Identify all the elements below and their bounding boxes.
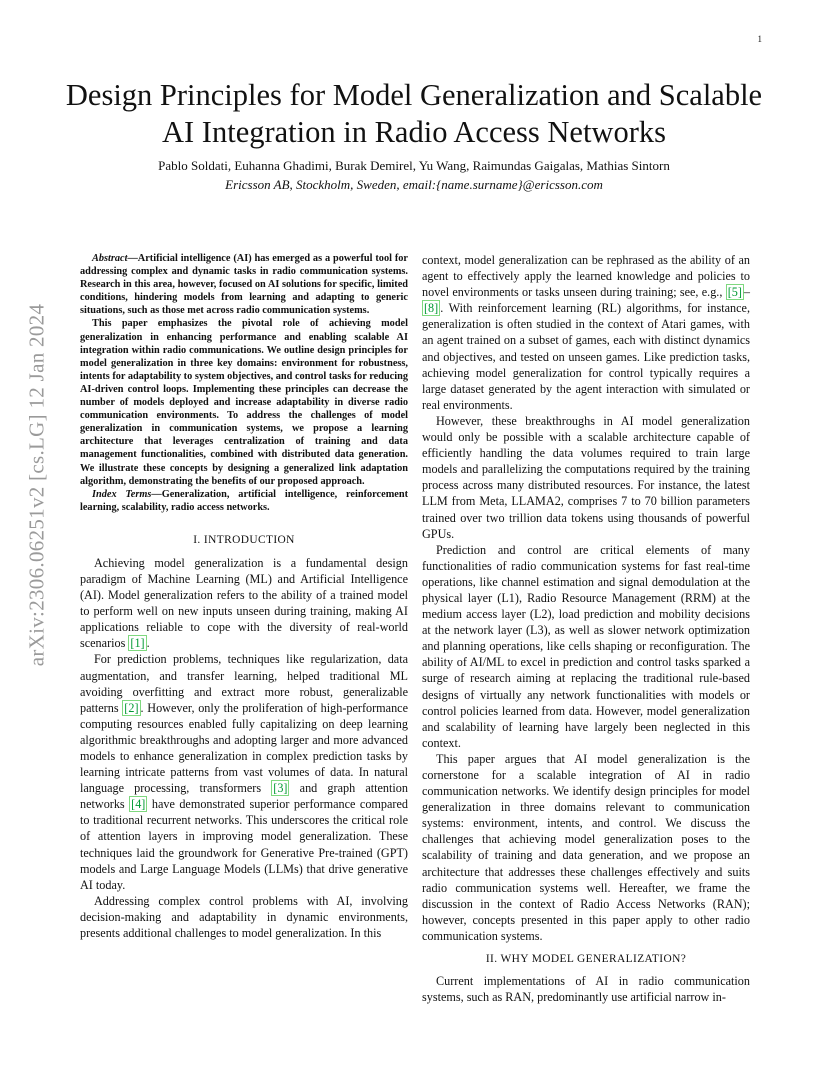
page-number: 1 [757,34,762,44]
right-paragraph-4: This paper argues that AI model generalization is the cornerstone for a scalable integration of AI in radio communication networks. We identify design principles for model generalization in three domains relevant to communication systems: environment, intents, and control. We discuss the challenges that achieving model generalization poses to the scalability of training and data generation, and we propose an architecture that addresses these challenges effectively and suits radio communication systems well. Hereafter, we frame the discussion in the context of Radio Access Networks (RAN); however, concepts presented in this paper apply to other radio communication systems. [422,751,750,943]
right-paragraph-1: context, model generalization can be rephrased as the ability of an agent to effectively apply the learned knowledge and policies to novel environments or tasks unseen during training; see, e.g., [5] –[8] . With reinforcement learning (RL) algorithms, for instance, generalization is often studied in the context of Atari games, with an agent trained on a subset of games, each with distinct dynamics and objectives, and tested on unseen games. Like prediction tasks, achieving model generalization for control typically requires a large dataset generated by the agent interaction with simulated or real environments. [422,253,750,412]
right-paragraph-3: Prediction and control are critical elements of many functionalities of radio communication systems for fast real-time operations, like channel estimation and signal demodulation at the physical layer (L1), Radio Resource Management (RRM) at the medium access layer (L2), load prediction and mobility decisions at the network layer (L3), as well as slower network optimization and planning operations, like cells shaping or reconfiguration. The ability of AI/ML to excel in prediction and control tasks sparked a surge of research aiming at replacing the traditional rule-based designs of virtually any network functionalities with models or control policies learned from data. However, model generalization and scalability of learning have largely been neglected in this context. [422,542,750,750]
abstract-paragraph-1: Abstract—Artificial intelligence (AI) has emerged as a powerful tool for addressing complex and dynamic tasks in radio communication systems. Research in this area, however, focused on AI solutions for specific, limited conditions, hindering models from learning and adapting to generic situations, such as those met across radio communication systems. [80,253,408,317]
author-list: Pablo Soldati, Euhanna Ghadimi, Burak Demirel, Yu Wang, Raimundas Gaigalas, Mathias Sintorn [158,158,670,173]
section-heading-introduction: I. INTRODUCTION [193,533,295,546]
paper-title: Design Principles for Model Generalization and Scalable AI Integration in Radio Access Networks [65,78,763,149]
citation-link[interactable]: [2] [124,700,139,715]
abstract-paragraph-2: This paper emphasizes the pivotal role of achieving model generalization in enhancing performance and enabling scalable AI integration within radio communications. We outline design principles for model generalization in three key domains: environment for robustness, intents for adaptability to system objectives, and control tasks for reducing AI-driven control loops. Implementing these principles can decrease the number of models deployed and increase adaptability in diverse radio communication environments. To address the challenges of model generalization in communication systems, we propose a learning architecture that leverages centralization of training and data management functionalities, combined with distributed data generation. We illustrate these concepts by designing a generalized link adaptation algorithm, demonstrating the benefits of our proposed approach. [80,318,408,487]
intro-paragraph-2: For prediction problems, techniques like regularization, data augmentation, and transfer learning, helped traditional ML avoiding overfitting and extract more robust, generalizable patterns [2] . However, only the proliferation of high-performance computing resources enabled fully capitalizing on deep learning algorithmic breakthroughs and adopting larger and more advanced models to enhance generalization in complex prediction tasks by learning intricate patterns from vast volumes of data. In natural language processing, transformers [3] and graph attention networks [4] have demonstrated superior performance compared to traditional recurrent networks. This underscores the critical role of attention layers in improving model generalization. These techniques laid the groundwork for Generative Pre-trained (GPT) models and Large Language Models (LLMs) that drive generative AI today. [80,652,408,892]
section-heading-why-generalization: II. WHY MODEL GENERALIZATION? [485,953,687,966]
index-terms: Index Terms—Generalization, artificial intelligence, reinforcement learning, scalability, radio access networks. [80,488,408,513]
citation-link[interactable]: [5] [727,285,742,300]
right-column [422,252,750,1005]
arxiv-identifier: arXiv:2306.06251v2 [cs.LG] 12 Jan 2024 [24,303,49,667]
citation-link[interactable]: [3] [273,781,288,796]
section2-paragraph-1: Current implementations of AI in radio communication systems, such as RAN, predominantly use artificial narrow in- [422,974,750,1005]
arxiv-sidebar-stamp [24,290,50,680]
citation-link[interactable]: [8] [424,301,439,316]
left-column [80,252,408,941]
intro-paragraph-1: Achieving model generalization is a fundamental design paradigm of Machine Learning (ML) and Artificial Intelligence (AI). Model generalization refers to the ability of a trained model to perform well on new inputs unseen during training, making AI applications reliable to cope with the diversity of real-world scenarios [1] . [80,555,408,651]
author-affiliation: Ericsson AB, Stockholm, Sweden, email:{name.surname}@ericsson.com [225,177,603,192]
citation-link[interactable]: [4] [131,797,146,812]
intro-paragraph-3: Addressing complex control problems with AI, involving decision-making and adaptability in dynamic environments, presents additional challenges to model generalization. In this [80,893,408,941]
index-terms-label: Index Terms [92,488,152,500]
right-paragraph-2: However, these breakthroughs in AI model generalization would only be possible with a scalable architecture capable of efficiently handling the data volumes required to train large models and parallelizing the computations required by the training process across many distributed resources. For instance, the latest LLM from Meta, LLAMA2, comprises 7 to 70 billion parameters trained over two trillion data tokens using thousands of powerful GPUs. [422,413,750,541]
citation-link[interactable]: [1] [130,636,145,651]
abstract-label: Abstract [92,253,128,264]
